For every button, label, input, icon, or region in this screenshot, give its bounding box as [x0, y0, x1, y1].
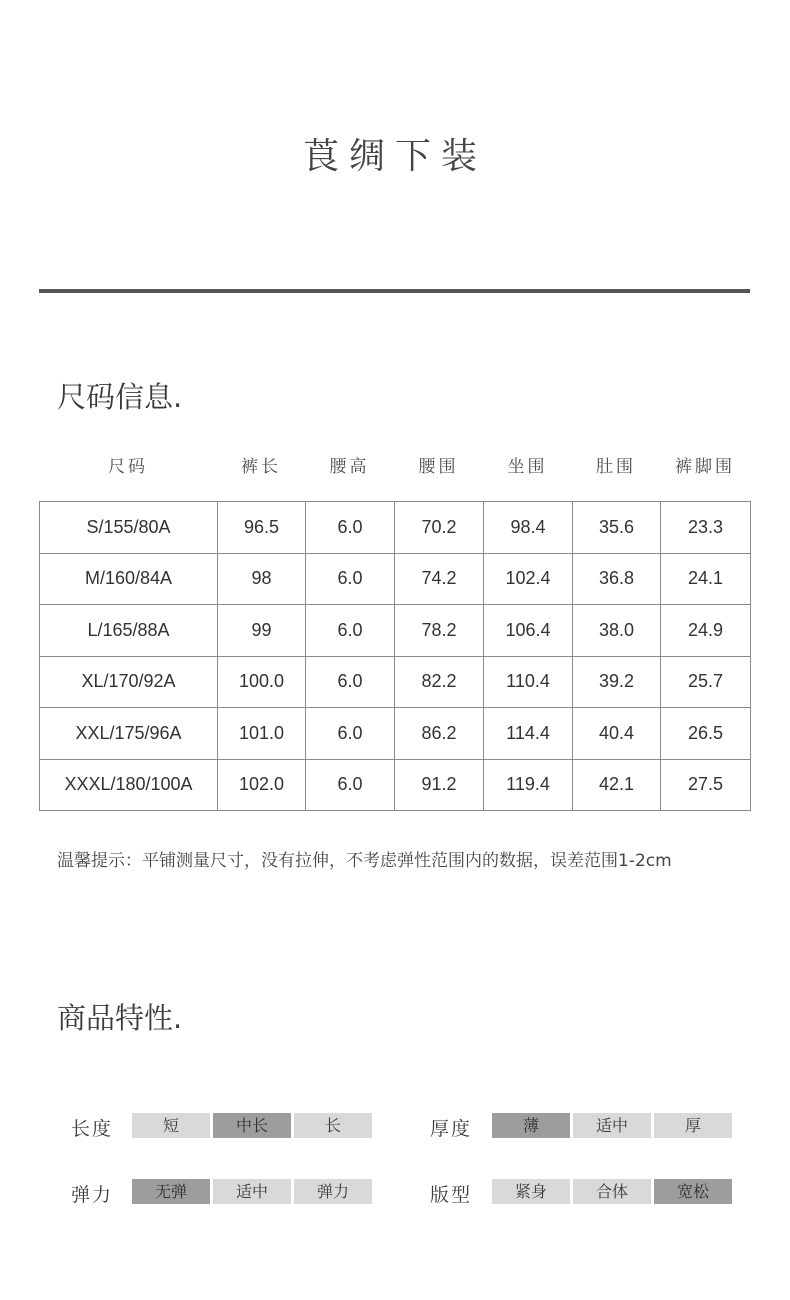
size-info-heading: 尺码信息. — [57, 380, 183, 414]
header-hip: 坐围 — [507, 457, 548, 477]
thickness-option: 厚 — [654, 1113, 732, 1138]
size-table — [39, 501, 751, 811]
table-cell: 6.0 — [306, 553, 395, 605]
table-cell: XXL/175/96A — [40, 708, 218, 760]
length-option: 长 — [294, 1113, 372, 1138]
elasticity-option: 弹力 — [294, 1179, 372, 1204]
table-cell: 36.8 — [573, 553, 661, 605]
table-cell: 99 — [218, 605, 306, 657]
page-title: 莨绸下装 — [302, 136, 487, 177]
table-row — [40, 553, 751, 605]
fit-option: 紧身 — [492, 1179, 570, 1204]
table-cell: 6.0 — [306, 605, 395, 657]
table-cell: 6.0 — [306, 759, 395, 811]
fit-option: 合体 — [573, 1179, 651, 1204]
table-cell: 82.2 — [395, 656, 484, 708]
table-row — [40, 605, 751, 657]
table-row — [40, 759, 751, 811]
table-cell: M/160/84A — [40, 553, 218, 605]
table-cell: 110.4 — [484, 656, 573, 708]
table-row — [40, 708, 751, 760]
table-cell: 78.2 — [395, 605, 484, 657]
table-cell: 27.5 — [661, 759, 751, 811]
table-cell: 42.1 — [573, 759, 661, 811]
size-table-header — [39, 452, 750, 480]
header-belly: 肚围 — [596, 457, 636, 477]
fit-option: 宽松 — [654, 1179, 732, 1204]
table-cell: 26.5 — [661, 708, 751, 760]
table-cell: 96.5 — [218, 502, 306, 554]
table-cell: 39.2 — [573, 656, 661, 708]
table-cell: 119.4 — [484, 759, 573, 811]
table-cell: 38.0 — [573, 605, 661, 657]
table-cell: 74.2 — [395, 553, 484, 605]
table-cell: 24.9 — [661, 605, 751, 657]
table-row — [40, 656, 751, 708]
table-cell: 25.7 — [661, 656, 751, 708]
thickness-label: 厚度 — [430, 1118, 473, 1140]
table-cell: 102.4 — [484, 553, 573, 605]
table-cell: 35.6 — [573, 502, 661, 554]
table-cell: 40.4 — [573, 708, 661, 760]
table-cell: L/165/88A — [40, 605, 218, 657]
header-size: 尺码 — [108, 457, 148, 477]
table-cell: 101.0 — [218, 708, 306, 760]
header-hem: 裤脚围 — [675, 457, 735, 477]
title-divider — [39, 289, 750, 293]
table-cell: 86.2 — [395, 708, 484, 760]
table-cell: 98 — [218, 553, 306, 605]
table-cell: 6.0 — [306, 708, 395, 760]
length-label: 长度 — [71, 1118, 114, 1140]
table-cell: S/155/80A — [40, 502, 218, 554]
length-option: 短 — [132, 1113, 210, 1138]
table-cell: 6.0 — [306, 656, 395, 708]
table-cell: XL/170/92A — [40, 656, 218, 708]
measurement-note: 温馨提示：平铺测量尺寸，没有拉伸，不考虑弹性范围内的数据，误差范围1-2cm — [57, 851, 672, 871]
thickness-option: 适中 — [573, 1113, 651, 1138]
table-row — [40, 502, 751, 554]
thickness-option: 薄 — [492, 1113, 570, 1138]
table-cell: 91.2 — [395, 759, 484, 811]
header-pants-length: 裤长 — [241, 457, 281, 477]
table-cell: 6.0 — [306, 502, 395, 554]
elasticity-option: 适中 — [213, 1179, 291, 1204]
elasticity-option: 无弹 — [132, 1179, 210, 1204]
fit-label: 版型 — [430, 1184, 473, 1206]
table-cell: 102.0 — [218, 759, 306, 811]
header-waist-height: 腰高 — [329, 457, 370, 477]
table-cell: 98.4 — [484, 502, 573, 554]
table-cell: 24.1 — [661, 553, 751, 605]
table-cell: 23.3 — [661, 502, 751, 554]
header-waist: 腰围 — [418, 457, 459, 477]
features-heading: 商品特性. — [57, 1001, 183, 1035]
table-cell: 100.0 — [218, 656, 306, 708]
table-cell: 106.4 — [484, 605, 573, 657]
table-cell: 70.2 — [395, 502, 484, 554]
length-option: 中长 — [213, 1113, 291, 1138]
table-cell: 114.4 — [484, 708, 573, 760]
elasticity-label: 弹力 — [71, 1184, 114, 1206]
table-cell: XXXL/180/100A — [40, 759, 218, 811]
